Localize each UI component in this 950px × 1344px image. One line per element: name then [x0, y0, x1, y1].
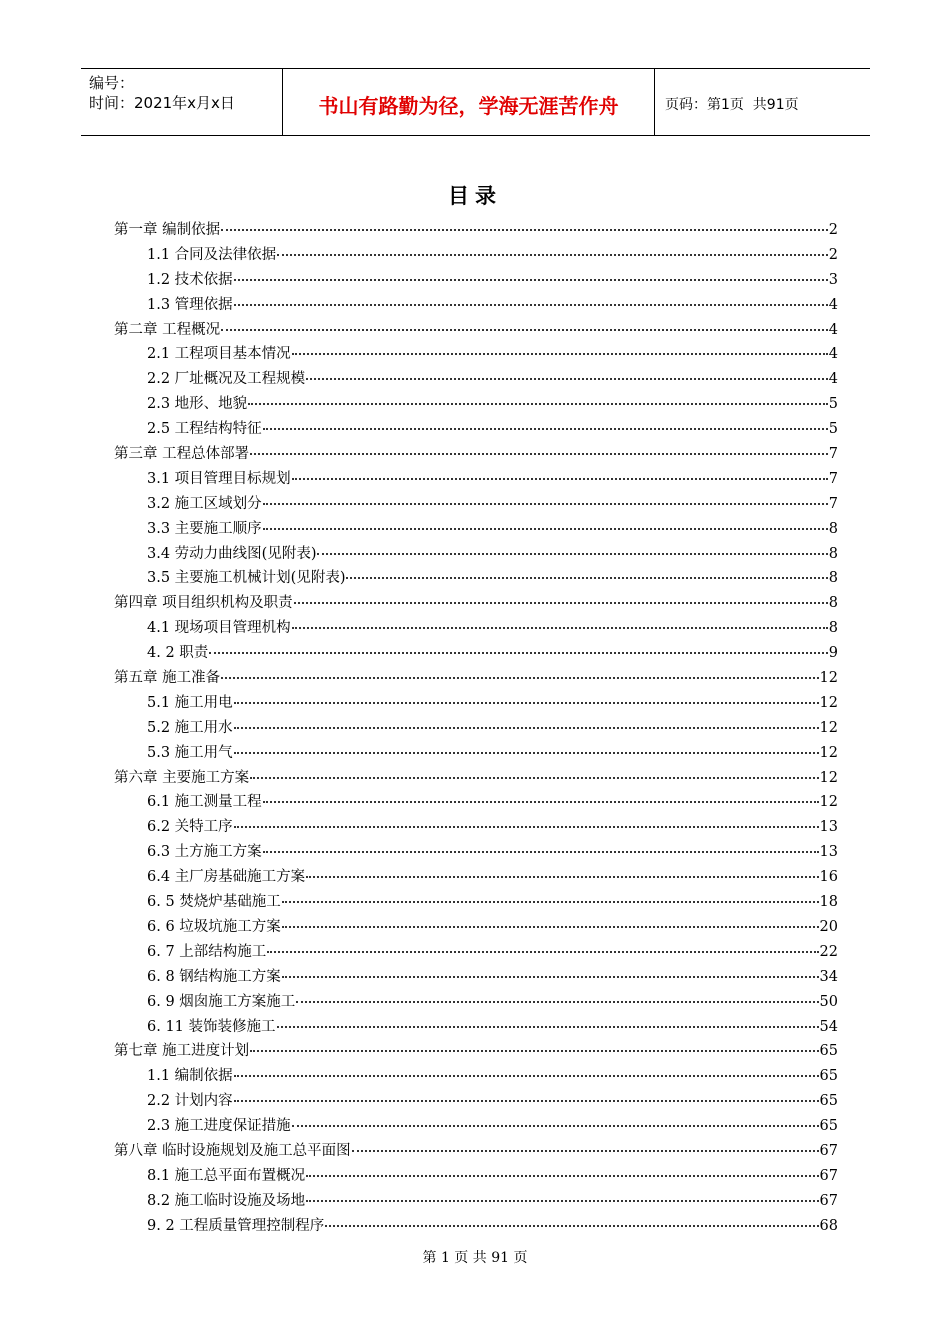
toc-dot-leader	[282, 925, 819, 928]
toc-dot-leader	[234, 278, 828, 281]
toc-entry-title: 第一章 编制依据	[114, 222, 221, 238]
toc-entry-title: 第二章 工程概况	[114, 321, 221, 338]
toc-dot-leader	[325, 1224, 818, 1227]
toc-entry-title: 6. 6 垃圾坑施工方案	[147, 918, 281, 935]
table-of-contents	[114, 218, 838, 1239]
toc-dot-leader	[221, 676, 818, 679]
toc-dot-leader	[296, 1000, 818, 1003]
toc-section-entry[interactable]	[114, 616, 838, 641]
toc-entry-title: 1.3 管理依据	[147, 296, 233, 313]
toc-entry-title: 8.1 施工总平面布置概况	[147, 1167, 306, 1184]
header-page-info	[655, 69, 870, 135]
toc-dot-leader	[292, 1124, 819, 1127]
toc-page-number: 8	[828, 595, 838, 612]
toc-chapter-entry[interactable]	[114, 591, 838, 616]
toc-entry-title: 3.1 项目管理目标规划	[147, 470, 291, 487]
header-page-info-text: 页码：第1页 共91页	[665, 97, 799, 113]
toc-chapter-entry[interactable]	[114, 318, 838, 343]
toc-entry-title: 5.2 施工用水	[147, 719, 233, 736]
toc-page-number: 65	[819, 1093, 838, 1110]
toc-page-number: 12	[819, 794, 838, 811]
toc-entry-title: 6. 7 上部结构施工	[147, 943, 267, 960]
document-number-label: 编号：	[89, 74, 135, 92]
toc-page-number: 16	[819, 869, 838, 886]
toc-dot-leader	[306, 1199, 818, 1202]
toc-entry-title: 第七章 施工进度计划	[114, 1043, 250, 1060]
toc-dot-leader	[306, 875, 818, 878]
toc-page-number: 5	[828, 396, 838, 413]
toc-dot-leader	[221, 328, 828, 331]
toc-section-entry[interactable]	[114, 1214, 838, 1239]
toc-dot-leader	[234, 726, 819, 729]
toc-entry-title: 2.2 厂址概况及工程规模	[147, 371, 306, 388]
toc-page-number: 12	[819, 769, 838, 786]
toc-page-number: 67	[819, 1192, 838, 1209]
toc-section-entry[interactable]	[114, 790, 838, 815]
toc-page-number: 4	[828, 321, 838, 338]
toc-page-number: 4	[828, 346, 838, 363]
toc-section-entry[interactable]	[114, 1064, 838, 1089]
toc-page-number: 4	[828, 371, 838, 388]
toc-dot-leader	[234, 701, 819, 704]
page-footer: 第 1 页 共 91 页	[422, 1250, 528, 1266]
toc-entry-title: 9. 2 工程质量管理控制程序	[147, 1217, 325, 1234]
toc-dot-leader	[292, 477, 828, 480]
toc-page-number: 8	[828, 520, 838, 537]
toc-dot-leader	[306, 1174, 818, 1177]
toc-section-entry[interactable]	[114, 990, 838, 1015]
toc-page-number: 65	[819, 1068, 838, 1085]
toc-entry-title: 2.5 工程结构特征	[147, 421, 262, 438]
toc-dot-leader	[277, 1025, 819, 1028]
toc-section-entry[interactable]	[114, 691, 838, 716]
toc-page-number: 34	[819, 968, 838, 985]
toc-entry-title: 6. 5 焚烧炉基础施工	[147, 894, 281, 911]
toc-section-entry[interactable]	[114, 840, 838, 865]
toc-dot-leader	[263, 527, 828, 530]
toc-entry-title: 4. 2 职责	[147, 645, 209, 662]
toc-entry-title: 第六章 主要施工方案	[114, 769, 250, 786]
toc-chapter-entry[interactable]	[114, 218, 838, 243]
toc-section-entry[interactable]	[114, 965, 838, 990]
toc-dot-leader	[248, 402, 828, 405]
toc-section-entry[interactable]	[114, 517, 838, 542]
toc-section-entry[interactable]	[114, 890, 838, 915]
header-meta	[81, 69, 283, 135]
toc-dot-leader	[221, 228, 828, 231]
toc-dot-leader	[292, 352, 828, 355]
toc-page-number: 2	[828, 222, 838, 238]
toc-page-number: 12	[819, 670, 838, 687]
toc-section-entry[interactable]	[114, 542, 838, 567]
toc-page-number: 12	[819, 744, 838, 761]
toc-entry-title: 5.3 施工用气	[147, 744, 233, 761]
toc-page-number: 12	[819, 694, 838, 711]
toc-section-entry[interactable]	[114, 467, 838, 492]
toc-page-number: 67	[819, 1142, 838, 1159]
toc-page-number: 3	[828, 271, 838, 288]
toc-page-number: 67	[819, 1167, 838, 1184]
toc-entry-title: 6. 11 装饰装修施工	[147, 1018, 276, 1035]
toc-page-number: 4	[828, 296, 838, 313]
toc-dot-leader	[263, 427, 828, 430]
toc-entry-title: 2.1 工程项目基本情况	[147, 346, 291, 363]
toc-entry-title: 3.5 主要施工机械计划(见附表)	[147, 570, 346, 587]
toc-dot-leader	[352, 1149, 819, 1152]
toc-section-entry[interactable]	[114, 865, 838, 890]
toc-dot-leader	[263, 800, 819, 803]
toc-section-entry[interactable]	[114, 268, 838, 293]
toc-entry-title: 4.1 现场项目管理机构	[147, 620, 291, 637]
toc-section-entry[interactable]	[114, 1015, 838, 1040]
toc-entry-title: 6. 8 钢结构施工方案	[147, 968, 281, 985]
toc-page-number: 7	[828, 470, 838, 487]
toc-section-entry[interactable]	[114, 243, 838, 268]
toc-entry-title: 3.2 施工区域划分	[147, 495, 262, 512]
toc-page-number: 50	[819, 993, 838, 1010]
toc-dot-leader	[317, 552, 827, 555]
toc-page-number: 5	[828, 421, 838, 438]
toc-section-entry[interactable]	[114, 1164, 838, 1189]
toc-entry-title: 3.4 劳动力曲线图(见附表)	[147, 545, 317, 562]
toc-dot-leader	[234, 825, 819, 828]
toc-section-entry[interactable]	[114, 492, 838, 517]
toc-page-number: 20	[819, 918, 838, 935]
toc-dot-leader	[234, 751, 819, 754]
toc-page-number: 18	[819, 894, 838, 911]
toc-page-number: 12	[819, 719, 838, 736]
toc-chapter-entry[interactable]	[114, 1039, 838, 1064]
toc-dot-leader	[209, 651, 827, 654]
toc-entry-title: 第五章 施工准备	[114, 670, 221, 687]
toc-page-number: 65	[819, 1118, 838, 1135]
toc-section-entry[interactable]	[114, 293, 838, 318]
toc-entry-title: 6.1 施工测量工程	[147, 794, 262, 811]
toc-entry-title: 2.2 计划内容	[147, 1093, 233, 1110]
toc-dot-leader	[294, 601, 828, 604]
toc-entry-title: 2.3 地形、地貌	[147, 396, 248, 413]
toc-section-entry[interactable]	[114, 915, 838, 940]
toc-entry-title: 6.2 关特工序	[147, 819, 233, 836]
toc-page-number: 65	[819, 1043, 838, 1060]
toc-section-entry[interactable]	[114, 1189, 838, 1214]
toc-page-number: 54	[819, 1018, 838, 1035]
toc-page-number: 8	[828, 620, 838, 637]
toc-dot-leader	[263, 502, 828, 505]
toc-page-number: 13	[819, 844, 838, 861]
toc-entry-title: 3.3 主要施工顺序	[147, 520, 262, 537]
toc-chapter-entry[interactable]	[114, 442, 838, 467]
toc-entry-title: 6.4 主厂房基础施工方案	[147, 869, 306, 886]
toc-dot-leader	[250, 776, 818, 779]
toc-page-number: 13	[819, 819, 838, 836]
toc-section-entry[interactable]	[114, 641, 838, 666]
toc-chapter-entry[interactable]	[114, 766, 838, 791]
toc-section-entry[interactable]	[114, 741, 838, 766]
toc-section-entry[interactable]	[114, 342, 838, 367]
toc-title: 目录	[448, 184, 502, 208]
toc-entry-title: 第三章 工程总体部署	[114, 446, 250, 463]
toc-section-entry[interactable]	[114, 1114, 838, 1139]
toc-entry-title: 6.3 土方施工方案	[147, 844, 262, 861]
toc-entry-title: 1.2 技术依据	[147, 271, 233, 288]
toc-page-number: 22	[819, 943, 838, 960]
toc-page-number: 68	[819, 1217, 838, 1234]
toc-entry-title: 5.1 施工用电	[147, 694, 233, 711]
document-date: 时间：2021年x月x日	[89, 94, 235, 112]
toc-dot-leader	[263, 850, 819, 853]
toc-page-number: 8	[828, 570, 838, 587]
toc-page-number: 8	[828, 545, 838, 562]
toc-entry-title: 6. 9 烟囱施工方案施工	[147, 993, 296, 1010]
toc-page-number: 9	[828, 645, 838, 662]
toc-entry-title: 第八章 临时设施规划及施工总平面图	[114, 1142, 351, 1159]
toc-entry-title: 8.2 施工临时设施及场地	[147, 1192, 306, 1209]
toc-dot-leader	[346, 576, 827, 579]
toc-dot-leader	[282, 900, 819, 903]
toc-section-entry[interactable]	[114, 417, 838, 442]
toc-page-number: 2	[828, 246, 838, 263]
toc-section-entry[interactable]	[114, 1089, 838, 1114]
header-motto: 书山有路勤为径，学海无涯苦作舟	[283, 69, 655, 135]
toc-dot-leader	[234, 303, 828, 306]
toc-section-entry[interactable]	[114, 367, 838, 392]
toc-dot-leader	[234, 1099, 819, 1102]
toc-chapter-entry[interactable]	[114, 666, 838, 691]
toc-section-entry[interactable]	[114, 940, 838, 965]
toc-chapter-entry[interactable]	[114, 1139, 838, 1164]
toc-dot-leader	[306, 377, 828, 380]
toc-dot-leader	[277, 253, 828, 256]
toc-page-number: 7	[828, 495, 838, 512]
toc-section-entry[interactable]	[114, 815, 838, 840]
page-header	[81, 68, 870, 136]
toc-entry-title: 1.1 编制依据	[147, 1068, 233, 1085]
toc-entry-title: 2.3 施工进度保证措施	[147, 1118, 291, 1135]
toc-section-entry[interactable]	[114, 716, 838, 741]
toc-section-entry[interactable]	[114, 566, 838, 591]
toc-dot-leader	[250, 452, 828, 455]
toc-dot-leader	[292, 626, 828, 629]
toc-dot-leader	[234, 1074, 819, 1077]
toc-dot-leader	[250, 1049, 818, 1052]
toc-page-number: 7	[828, 446, 838, 463]
toc-entry-title: 第四章 项目组织机构及职责	[114, 595, 293, 612]
toc-entry-title: 1.1 合同及法律依据	[147, 246, 277, 263]
toc-section-entry[interactable]	[114, 392, 838, 417]
toc-dot-leader	[267, 950, 818, 953]
toc-dot-leader	[282, 975, 819, 978]
